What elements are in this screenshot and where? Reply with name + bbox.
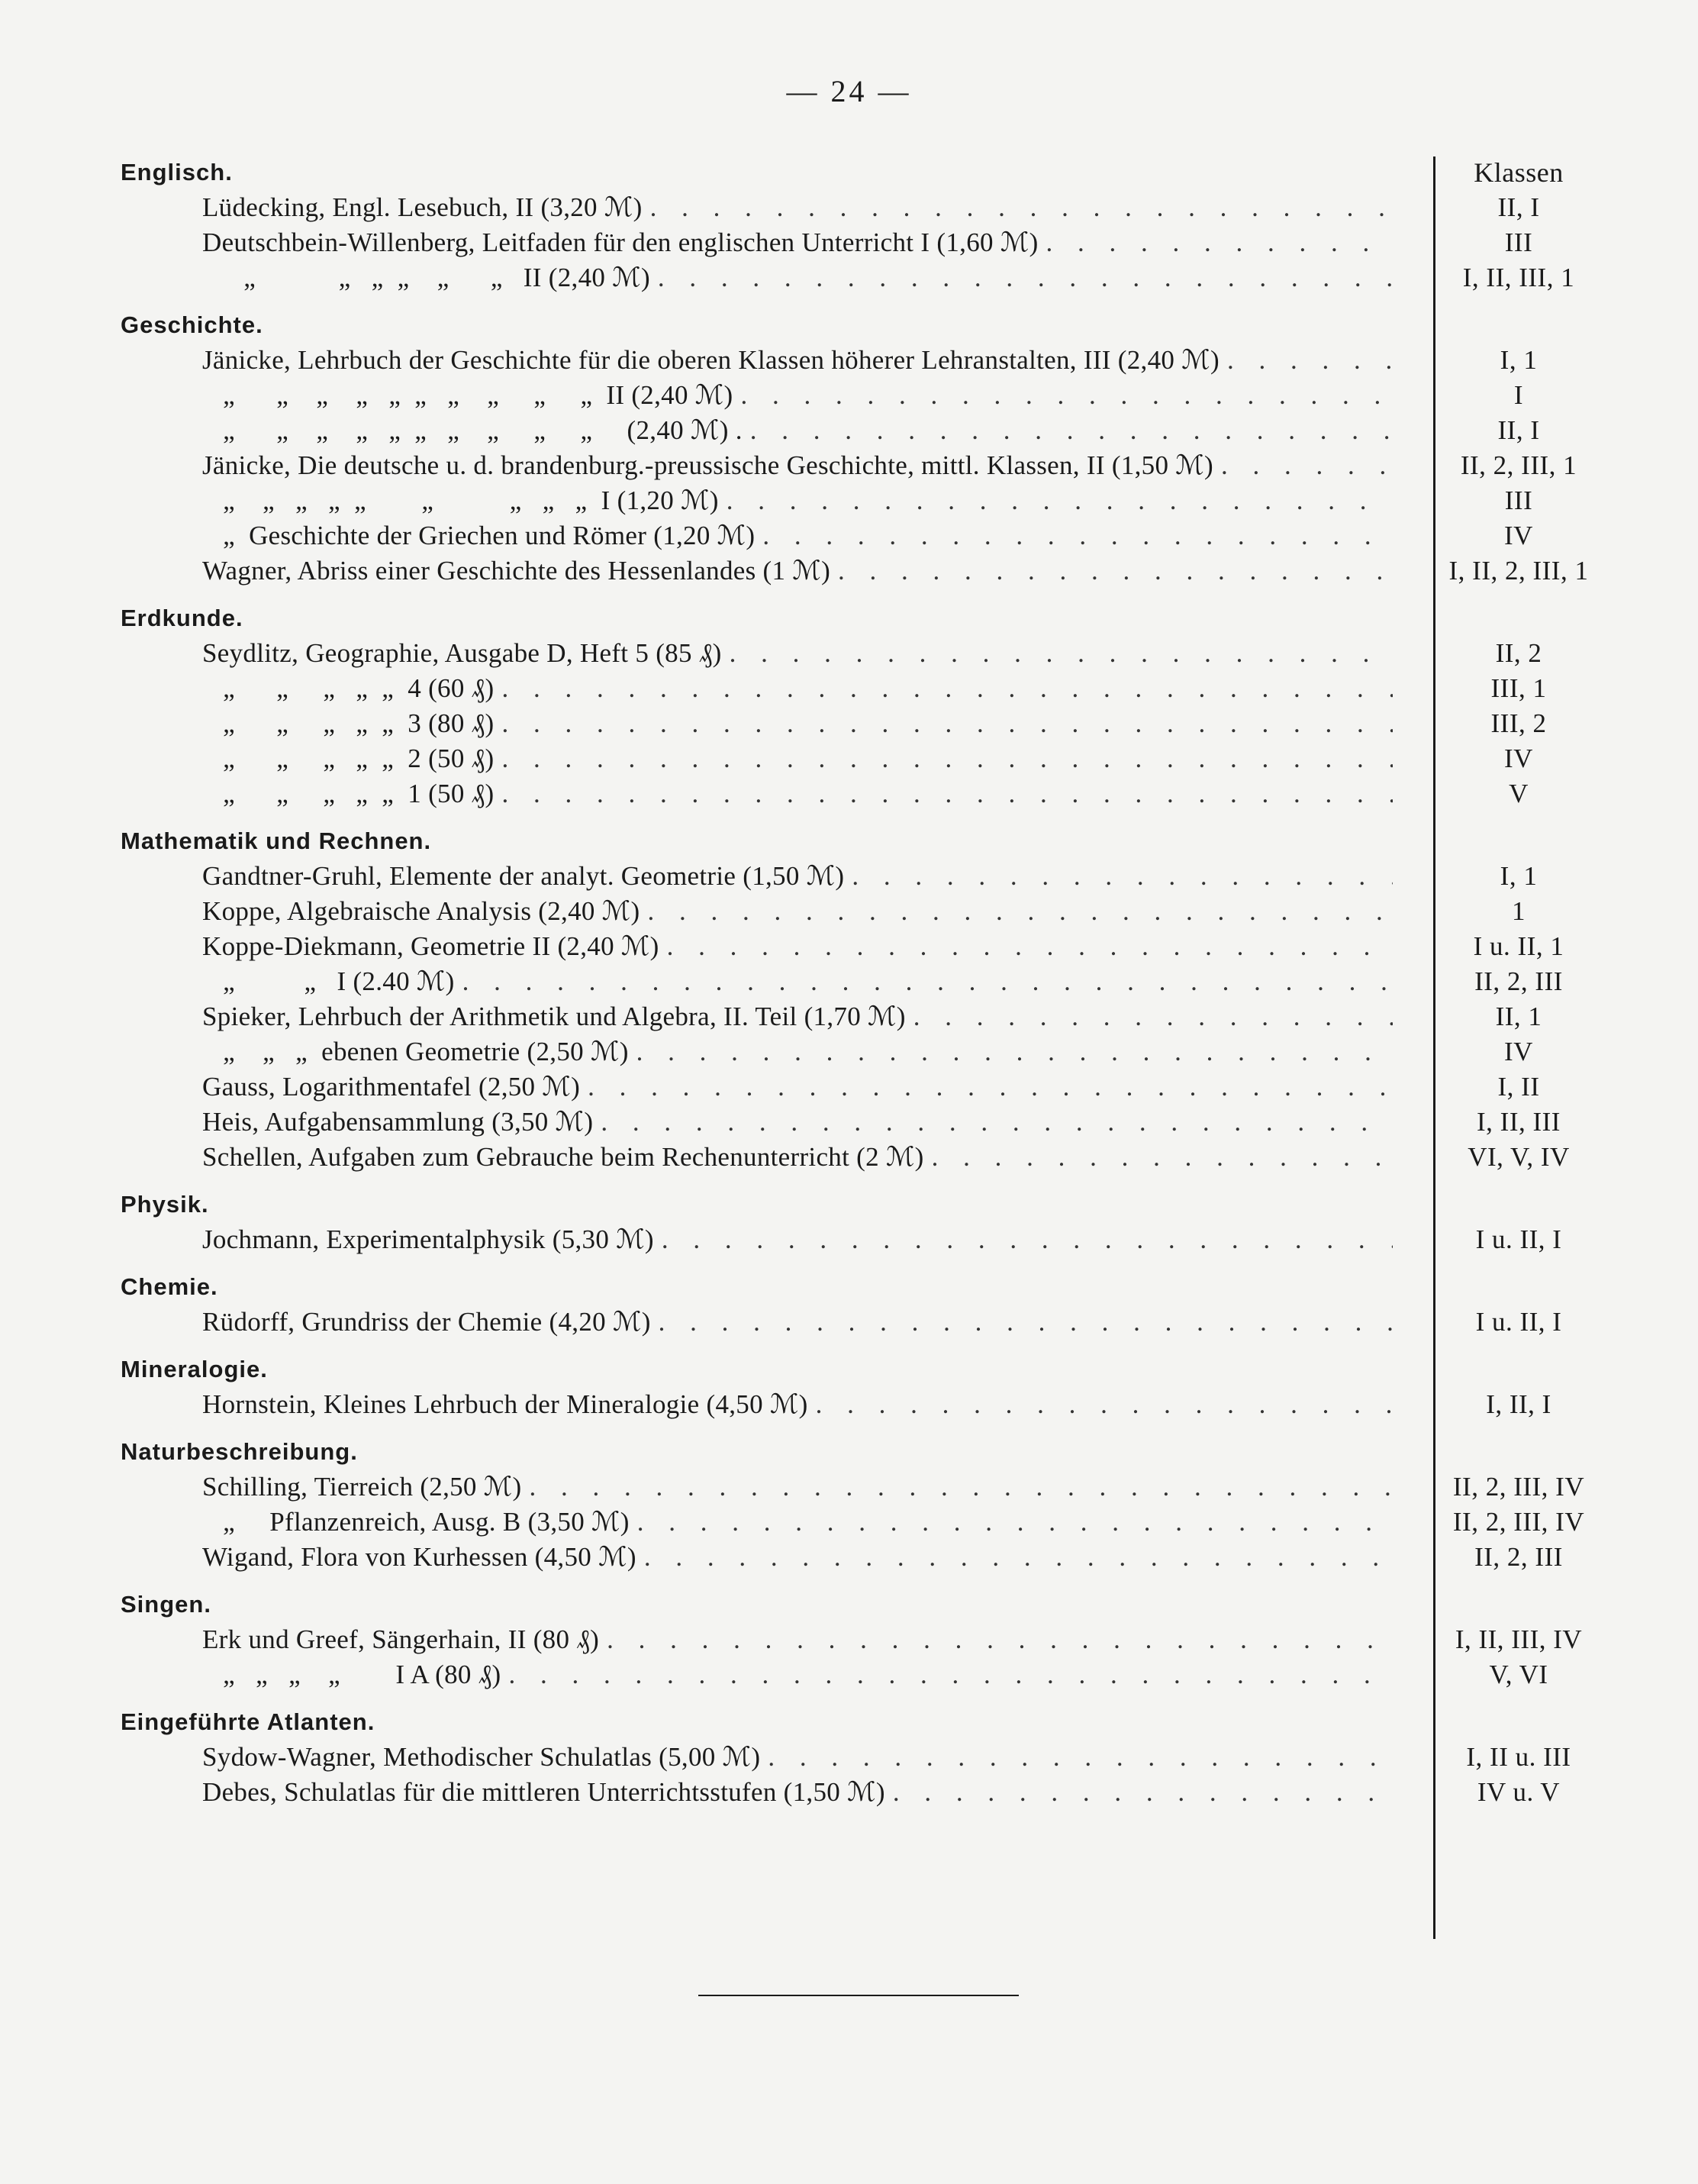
entry-title: Deutschbein-Willenberg, Leitfaden für den englischen Unterricht I (1,60 ℳ) <box>202 227 1039 257</box>
entry-klassen: I, II, III, IV <box>1455 1624 1583 1654</box>
dot-leader <box>501 740 1393 777</box>
list-item <box>0 412 1698 449</box>
entry-klassen: 1 <box>1512 896 1526 926</box>
entry <box>202 670 1393 707</box>
dot-leader <box>662 1221 1393 1258</box>
entry-klassen: I, II, III <box>1477 1107 1561 1137</box>
entry-klassen: VI, V, IV <box>1468 1142 1570 1172</box>
dot-leader <box>462 963 1393 1000</box>
list-item <box>0 1504 1698 1540</box>
entry-klassen: V, VI <box>1489 1660 1548 1689</box>
entry-klassen: IV <box>1504 1037 1533 1066</box>
entry <box>202 342 1393 379</box>
entry-title: Jochmann, Experimentalphysik (5,30 ℳ) <box>202 1224 654 1254</box>
dot-leader <box>644 1539 1393 1576</box>
list-item <box>0 893 1698 930</box>
entry-klassen: III <box>1504 227 1533 257</box>
entry-title: „ „ „ „ „ 3 (80 ₰) <box>202 708 495 738</box>
dot-leader <box>601 1104 1393 1140</box>
list-item <box>0 1104 1698 1140</box>
entry <box>202 377 1393 414</box>
list-item <box>0 705 1698 742</box>
list-item <box>0 1739 1698 1776</box>
entry-title: Debes, Schulatlas für die mittleren Unterrichtsstufen (1,50 ℳ) <box>202 1777 885 1807</box>
list-item <box>0 447 1698 484</box>
entry-title: „ „ „ „ „ „ „ „ „ „ (2,40 ℳ) . <box>202 415 743 445</box>
entry-title: Rüdorff, Grundriss der Chemie (4,20 ℳ) <box>202 1307 651 1337</box>
entry-klassen: III <box>1504 486 1533 515</box>
entry <box>202 635 1393 672</box>
dot-leader <box>501 776 1393 812</box>
entry-title: Heis, Aufgabensammlung (3,50 ℳ) <box>202 1107 594 1137</box>
entry-title: Erk und Greef, Sängerhain, II (80 ₰) <box>202 1624 600 1654</box>
entry-klassen: I u. II, I <box>1475 1224 1562 1254</box>
dot-leader <box>1046 224 1393 261</box>
entry-klassen: II, 1 <box>1495 1002 1542 1031</box>
entry <box>202 189 1393 226</box>
entry-klassen: I, 1 <box>1500 345 1538 375</box>
entry <box>202 447 1393 484</box>
section-heading: Geschichte. <box>121 311 263 338</box>
section-heading-row <box>0 1351 1698 1388</box>
entry <box>202 705 1393 742</box>
entry-klassen: I, II, 2, III, 1 <box>1448 556 1589 586</box>
dot-leader <box>730 635 1393 672</box>
list-item <box>0 1221 1698 1258</box>
dot-leader <box>501 670 1393 707</box>
section-heading-row <box>0 1434 1698 1470</box>
entry-klassen: I, II, I <box>1486 1389 1551 1419</box>
dot-leader <box>768 1739 1393 1776</box>
dot-leader <box>509 1657 1393 1693</box>
dot-leader <box>852 858 1393 895</box>
dot-leader <box>650 189 1393 226</box>
dot-leader <box>932 1139 1393 1176</box>
page-number: — 24 — <box>786 74 912 108</box>
list-item <box>0 1034 1698 1070</box>
dot-leader <box>529 1469 1393 1505</box>
section-heading-row <box>0 1269 1698 1305</box>
list-item <box>0 1539 1698 1576</box>
entry <box>202 1469 1393 1505</box>
section-heading: Singen. <box>121 1591 211 1618</box>
entry <box>202 224 1393 261</box>
dot-leader <box>647 893 1393 930</box>
entry <box>202 1739 1393 1776</box>
entry-title: „ Pflanzenreich, Ausg. B (3,50 ℳ) <box>202 1507 630 1537</box>
entry-klassen: III, 1 <box>1490 673 1547 703</box>
section-heading: Erdkunde. <box>121 605 243 631</box>
entry <box>202 963 1393 1000</box>
list-item <box>0 1304 1698 1340</box>
section-heading: Naturbeschreibung. <box>121 1438 358 1465</box>
entry-title: „ „ „ „ „ 2 (50 ₰) <box>202 744 495 773</box>
entry-title: Wagner, Abriss einer Geschichte des Hessenlandes (1 ℳ) <box>202 556 831 586</box>
entry-klassen: II, 2, III, IV <box>1452 1507 1585 1537</box>
entry-title: „ „ „ „ „ „ „ „ „ „ II (2,40 ℳ) <box>202 380 733 410</box>
entry-klassen: IV <box>1504 744 1533 773</box>
entry-title: Wigand, Flora von Kurhessen (4,50 ℳ) <box>202 1542 636 1572</box>
entry <box>202 1657 1393 1693</box>
entry-klassen: IV <box>1504 521 1533 550</box>
entry <box>202 1504 1393 1540</box>
list-item <box>0 776 1698 812</box>
list-item <box>0 260 1698 296</box>
entry-klassen: II, I <box>1497 192 1540 222</box>
entry <box>202 1304 1393 1340</box>
entry <box>202 893 1393 930</box>
list-item <box>0 1621 1698 1658</box>
list-item <box>0 998 1698 1035</box>
dot-leader <box>913 998 1393 1035</box>
entry <box>202 553 1393 589</box>
dot-leader <box>750 412 1393 449</box>
entry-title: Spieker, Lehrbuch der Arithmetik und Algebra, II. Teil (1,70 ℳ) <box>202 1002 906 1031</box>
section-heading-row <box>0 307 1698 344</box>
entry-title: Jänicke, Die deutsche u. d. brandenburg.-preussische Geschichte, mittl. Klassen, II (1,50 ℳ) <box>202 450 1213 480</box>
entry-klassen: I <box>1513 380 1524 410</box>
entry-title: „ „ „ „ „ 4 (60 ₰) <box>202 673 495 703</box>
list-item <box>0 858 1698 895</box>
list-item <box>0 1139 1698 1176</box>
entry-title: Schellen, Aufgaben zum Gebrauche beim Rechenunterricht (2 ℳ) <box>202 1142 924 1172</box>
list-item <box>0 342 1698 379</box>
entry-title: Koppe-Diekmann, Geometrie II (2,40 ℳ) <box>202 931 659 961</box>
entry-title: Schilling, Tierreich (2,50 ℳ) <box>202 1472 522 1502</box>
section-heading-row <box>0 154 1698 191</box>
section-heading-row <box>0 1186 1698 1223</box>
dot-leader <box>667 928 1393 965</box>
dot-leader <box>838 553 1393 589</box>
entry <box>202 1386 1393 1423</box>
dot-leader <box>501 705 1393 742</box>
entry-title: Gandtner-Gruhl, Elemente der analyt. Geometrie (1,50 ℳ) <box>202 861 845 891</box>
entry <box>202 1034 1393 1070</box>
entry-klassen: II, 2, III, 1 <box>1460 450 1577 480</box>
list-item <box>0 635 1698 672</box>
dot-leader <box>658 260 1393 296</box>
entry-title: „ „ „ „ „ „ II (2,40 ℳ) <box>202 263 650 292</box>
entry-klassen: II, 2, III <box>1474 1542 1563 1572</box>
dot-leader <box>637 1504 1393 1540</box>
list-item <box>0 1386 1698 1423</box>
section-heading: Mineralogie. <box>121 1356 268 1382</box>
list-item <box>0 1657 1698 1693</box>
list-item <box>0 928 1698 965</box>
section-heading: Physik. <box>121 1191 209 1218</box>
entry-title: „ „ I (2.40 ℳ) <box>202 966 455 996</box>
entry-title: Gauss, Logarithmentafel (2,50 ℳ) <box>202 1072 581 1102</box>
entry-title: Hornstein, Kleines Lehrbuch der Mineralogie (4,50 ℳ) <box>202 1389 808 1419</box>
list-item <box>0 189 1698 226</box>
entry-klassen: II, 2, III <box>1474 966 1563 996</box>
list-item <box>0 1069 1698 1105</box>
entry-title: Sydow-Wagner, Methodischer Schulatlas (5,00 ℳ) <box>202 1742 761 1772</box>
entry-klassen: I, II u. III <box>1466 1742 1571 1772</box>
entry-klassen: II, 2 <box>1495 638 1542 668</box>
entry <box>202 928 1393 965</box>
section-heading: Eingeführte Atlanten. <box>121 1708 375 1735</box>
entry <box>202 740 1393 777</box>
entry <box>202 1221 1393 1258</box>
list-item <box>0 518 1698 554</box>
entry-klassen: III, 2 <box>1490 708 1547 738</box>
dot-leader <box>607 1621 1393 1658</box>
section-heading: Chemie. <box>121 1273 218 1300</box>
dot-leader <box>588 1069 1393 1105</box>
list-item <box>0 670 1698 707</box>
dot-leader <box>727 482 1393 519</box>
klassen-header: Klassen <box>1474 157 1564 188</box>
entry <box>202 1774 1393 1811</box>
entry-klassen: V <box>1509 779 1529 808</box>
entry <box>202 1104 1393 1140</box>
dot-leader <box>636 1034 1393 1070</box>
entry-title: Seydlitz, Geographie, Ausgabe D, Heft 5 (85 ₰) <box>202 638 722 668</box>
list-item <box>0 377 1698 414</box>
section-heading: Mathematik und Rechnen. <box>121 827 432 854</box>
entry-title: „ „ „ ebenen Geometrie (2,50 ℳ) <box>202 1037 629 1066</box>
entry-title: Koppe, Algebraische Analysis (2,40 ℳ) <box>202 896 640 926</box>
list-item <box>0 1774 1698 1811</box>
entry <box>202 1621 1393 1658</box>
entry-title: „ Geschichte der Griechen und Römer (1,20 ℳ) <box>202 521 756 550</box>
entry-title: Jänicke, Lehrbuch der Geschichte für die oberen Klassen höherer Lehranstalten, III (2,40 ℳ) <box>202 345 1220 375</box>
entry-klassen: II, 2, III, IV <box>1452 1472 1585 1502</box>
dot-leader <box>762 518 1393 554</box>
entry <box>202 1539 1393 1576</box>
entry-title: „ „ „ „ I A (80 ₰) <box>202 1660 501 1689</box>
entry-klassen: I u. II, I <box>1475 1307 1562 1337</box>
dot-leader <box>893 1774 1393 1811</box>
section-heading: Englisch. <box>121 159 233 185</box>
entry <box>202 998 1393 1035</box>
section-heading-row <box>0 600 1698 637</box>
list-item <box>0 482 1698 519</box>
footer-rule <box>698 1995 1019 1996</box>
entry-klassen: I, 1 <box>1500 861 1538 891</box>
dot-leader <box>816 1386 1393 1423</box>
dot-leader <box>1227 342 1393 379</box>
entry-klassen: IV u. V <box>1477 1777 1561 1807</box>
entry-title: Lüdecking, Engl. Lesebuch, II (3,20 ℳ) <box>202 192 643 222</box>
entry <box>202 518 1393 554</box>
entry-title: „ „ „ „ „ „ „ „ „ I (1,20 ℳ) <box>202 486 719 515</box>
list-item <box>0 1469 1698 1505</box>
dot-leader <box>1221 447 1393 484</box>
list-item <box>0 740 1698 777</box>
entry-klassen: I u. II, 1 <box>1473 931 1564 961</box>
section-heading-row <box>0 823 1698 860</box>
entry <box>202 776 1393 812</box>
entry-klassen: II, I <box>1497 415 1540 445</box>
entry <box>202 412 1393 449</box>
entry <box>202 260 1393 296</box>
entry <box>202 1139 1393 1176</box>
entry <box>202 858 1393 895</box>
entry-title: „ „ „ „ „ 1 (50 ₰) <box>202 779 495 808</box>
entry-klassen: I, II <box>1497 1072 1540 1102</box>
entry-klassen: I, II, III, 1 <box>1462 263 1575 292</box>
section-heading-row <box>0 1704 1698 1740</box>
dot-leader <box>659 1304 1393 1340</box>
entry <box>202 482 1393 519</box>
list-item <box>0 553 1698 589</box>
list-item <box>0 963 1698 1000</box>
dot-leader <box>741 377 1394 414</box>
list-item <box>0 224 1698 261</box>
entry <box>202 1069 1393 1105</box>
section-heading-row <box>0 1586 1698 1623</box>
